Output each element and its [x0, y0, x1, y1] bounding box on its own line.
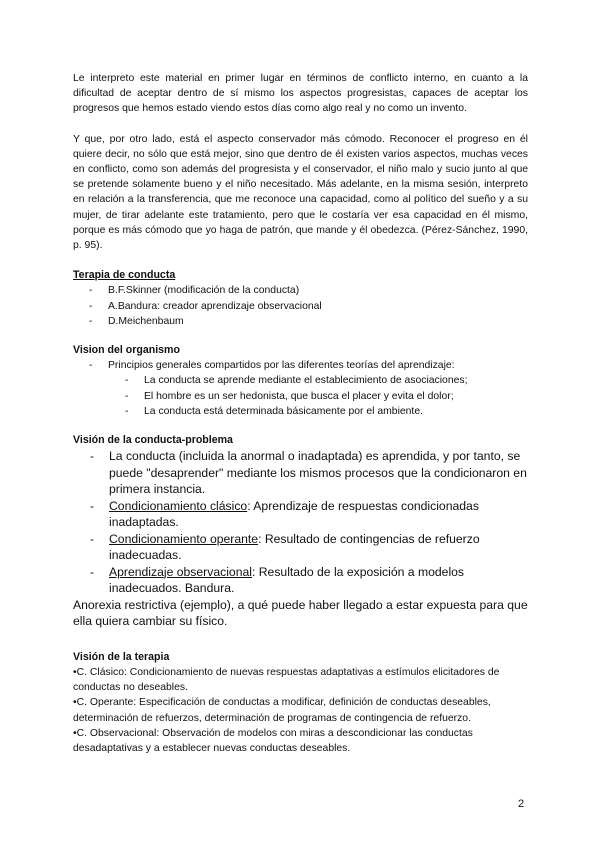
list-item: - La conducta está determinada básicamente por el ambiente. — [73, 404, 528, 419]
list-item: - A.Bandura: creador aprendizaje observacional — [73, 299, 528, 314]
vision-problema-list — [73, 448, 528, 597]
list-item-text: : Resultado de la exposición a modelos inadecuados. Bandura. — [109, 564, 465, 596]
term-condicionamiento-clasico: Condicionamiento clásico — [109, 498, 248, 513]
vision-problema-sublist — [73, 597, 528, 630]
intro-paragraph-2: Y que, por otro lado, está el aspecto conservador más cómodo. Reconocer el progreso en él quiere decir, no sólo que está mejor, sino que dentro de él existen varios aspectos, muchas veces en conflicto, como son además del progresista y el conservador, el niño malo y sucio junto al que se pretende solamente bueno y el niño necesitado. Más adelante, en la misma sesión, interpreto en relación a la transferencia, que me reconoce una capacidad, como al político del sueño y a su mujer, de tirar adelante este tratamiento, pero que le costaría ver esa capacidad en él mismo, porque es más cómodo que yo haga de patrón, que mande y él obedezca. (Pérez-Sánchez, 1990, p. 95). — [73, 133, 528, 252]
list-item-text: : Aprendizaje de respuestas condicionadas inadaptadas. — [109, 498, 479, 530]
heading-vision-problema: Visión de la conducta-problema — [73, 434, 233, 447]
list-item — [73, 531, 528, 564]
terapia-line: •C. Operante: Especificación de conductas a modificar, definición de conductas deseables, determinación de refuerzos, determinación de programas de contingencia de refuerzo. — [73, 697, 491, 724]
list-item: - D.Meichenbaum — [73, 314, 528, 329]
list-item: - Principios generales compartidos por las diferentes teorías del aprendizaje: — [73, 358, 528, 373]
list-item — [73, 498, 528, 531]
terapia-line: •C. Clásico: Condicionamiento de nuevas respuestas adaptativas a estímulos elicitadores de conductas no deseables. — [73, 666, 500, 694]
vision-terapia-body — [73, 665, 528, 756]
term-aprendizaje-observacional: Aprendizaje observacional — [109, 564, 252, 579]
terapia-conducta-list — [73, 283, 528, 329]
list-item: - B.F.Skinner (modificación de la conducta) — [73, 283, 528, 298]
page-number: 2 — [518, 798, 525, 810]
heading-vision-terapia: Visión de la terapia — [73, 650, 170, 663]
terapia-line: •C. Observacional: Observación de modelos con miras a descondicionar las conductas desadaptativas y a establecer nuevas conductas deseables. — [73, 727, 473, 754]
list-item — [73, 564, 528, 597]
heading-terapia-conducta: Terapia de conducta — [73, 269, 176, 282]
list-item-text: : Resultado de contingencias de refuerzo inadecuadas. — [109, 531, 480, 563]
list-item: Anorexia restrictiva (ejemplo), a qué puede haber llegado a estar expuesta para que ella quiera cambiar su físico. — [73, 597, 528, 629]
term-condicionamiento-operante: Condicionamiento operante — [109, 531, 259, 546]
document-page — [73, 71, 528, 756]
list-item: - El hombre es un ser hedonista, que busca el placer y evita el dolor; — [73, 389, 528, 404]
heading-vision-organismo: Vision del organismo — [73, 344, 180, 357]
vision-organismo-sublist — [73, 373, 528, 419]
vision-organismo-list — [73, 358, 528, 373]
intro-paragraph-1: Le interpreto este material en primer lugar en términos de conflicto interno, en cuanto a la dificultad de aceptar dentro de sí mismo los aspectos progresistas, capaces de aceptar los progresos que hemos estado viendo estos días como algo real y no como un invento. — [73, 73, 528, 115]
list-item: - La conducta (incluida la anormal o inadaptada) es aprendida, y por tanto, se puede "desaprender" mediante los mismos procesos que la condicionaron en primera instancia. — [73, 448, 528, 498]
list-item: - La conducta se aprende mediante el establecimiento de asociaciones; — [73, 373, 528, 388]
